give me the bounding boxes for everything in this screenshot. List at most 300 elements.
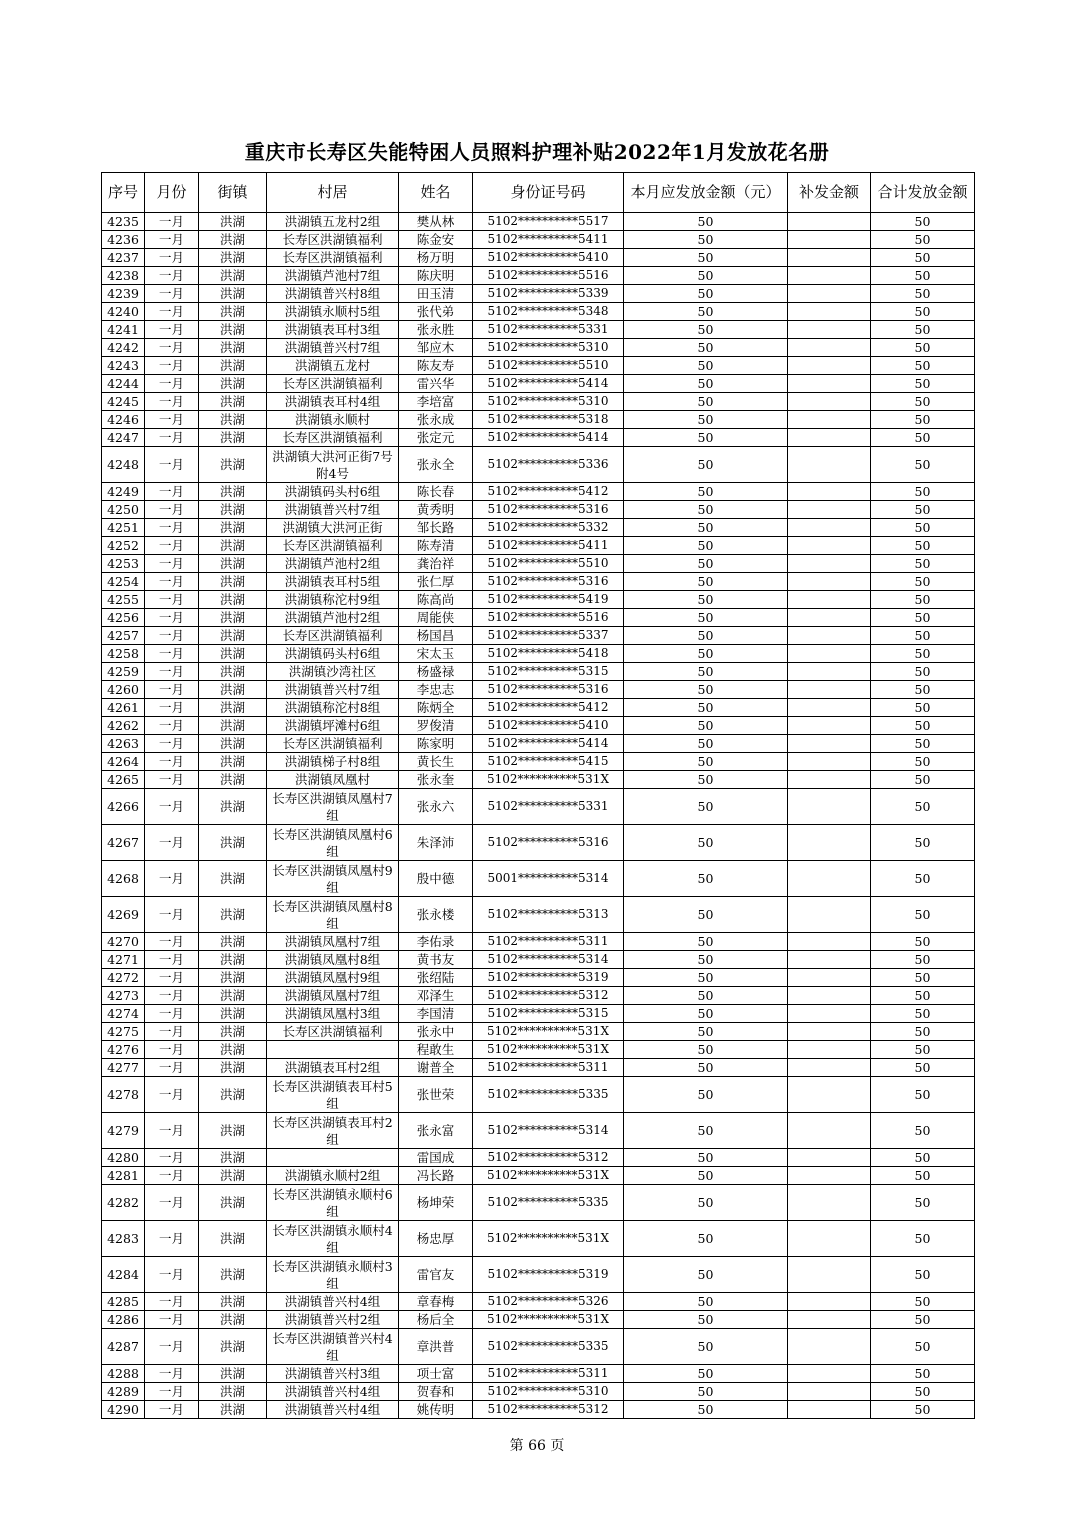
cell-month: 一月 [145, 339, 199, 357]
cell-village: 洪湖镇表耳村2组 [267, 1059, 399, 1077]
header-total: 合计发放金额 [871, 173, 975, 213]
cell-village: 洪湖镇凤凰村7组 [267, 933, 399, 951]
cell-supp [788, 1185, 871, 1221]
cell-month: 一月 [145, 1311, 199, 1329]
cell-id: 5102**********5410 [473, 249, 624, 267]
cell-id: 5102**********5312 [473, 1401, 624, 1419]
cell-seq: 4243 [102, 357, 145, 375]
cell-supp [788, 951, 871, 969]
cell-supp [788, 681, 871, 699]
cell-town: 洪湖 [199, 1041, 267, 1059]
cell-total: 50 [871, 501, 975, 519]
cell-town: 洪湖 [199, 375, 267, 393]
cell-town: 洪湖 [199, 519, 267, 537]
cell-due: 50 [624, 753, 788, 771]
cell-due: 50 [624, 1383, 788, 1401]
cell-seq: 4270 [102, 933, 145, 951]
cell-village: 洪湖镇普兴村4组 [267, 1383, 399, 1401]
cell-village: 洪湖镇大洪河正街 [267, 519, 399, 537]
cell-village: 洪湖镇凤凰村8组 [267, 951, 399, 969]
cell-supp [788, 213, 871, 231]
cell-total: 50 [871, 987, 975, 1005]
table-row [102, 969, 975, 987]
cell-due: 50 [624, 1077, 788, 1113]
cell-village: 长寿区洪湖镇凤凰村9组 [267, 861, 399, 897]
cell-supp [788, 699, 871, 717]
table-row [102, 1401, 975, 1419]
cell-village: 洪湖镇五龙村2组 [267, 213, 399, 231]
cell-village: 洪湖镇普兴村2组 [267, 1311, 399, 1329]
cell-town: 洪湖 [199, 771, 267, 789]
cell-seq: 4248 [102, 447, 145, 483]
cell-name: 张世荣 [399, 1077, 473, 1113]
cell-name: 张永楼 [399, 897, 473, 933]
cell-total: 50 [871, 663, 975, 681]
header-id: 身份证号码 [473, 173, 624, 213]
cell-total: 50 [871, 861, 975, 897]
cell-due: 50 [624, 987, 788, 1005]
cell-due: 50 [624, 663, 788, 681]
cell-supp [788, 861, 871, 897]
cell-id: 5102**********5311 [473, 1059, 624, 1077]
cell-total: 50 [871, 1059, 975, 1077]
cell-total: 50 [871, 339, 975, 357]
cell-supp [788, 501, 871, 519]
table-row [102, 375, 975, 393]
cell-due: 50 [624, 483, 788, 501]
cell-total: 50 [871, 429, 975, 447]
cell-id: 5102**********5316 [473, 573, 624, 591]
cell-id: 5102**********5315 [473, 663, 624, 681]
cell-total: 50 [871, 249, 975, 267]
table-row [102, 1113, 975, 1149]
cell-town: 洪湖 [199, 483, 267, 501]
cell-supp [788, 267, 871, 285]
cell-name: 张仁厚 [399, 573, 473, 591]
cell-total: 50 [871, 213, 975, 231]
table-row [102, 285, 975, 303]
cell-month: 一月 [145, 1293, 199, 1311]
cell-id: 5102**********5335 [473, 1077, 624, 1113]
cell-name: 张永奎 [399, 771, 473, 789]
cell-month: 一月 [145, 411, 199, 429]
cell-seq: 4288 [102, 1365, 145, 1383]
cell-month: 一月 [145, 951, 199, 969]
cell-due: 50 [624, 267, 788, 285]
cell-village: 洪湖镇永顺村5组 [267, 303, 399, 321]
cell-name: 冯长路 [399, 1167, 473, 1185]
table-row [102, 1311, 975, 1329]
cell-town: 洪湖 [199, 681, 267, 699]
cell-town: 洪湖 [199, 537, 267, 555]
cell-town: 洪湖 [199, 627, 267, 645]
cell-supp [788, 429, 871, 447]
cell-month: 一月 [145, 681, 199, 699]
cell-name: 李佑录 [399, 933, 473, 951]
table-row [102, 897, 975, 933]
cell-month: 一月 [145, 447, 199, 483]
cell-month: 一月 [145, 609, 199, 627]
cell-village: 长寿区洪湖镇福利 [267, 429, 399, 447]
cell-town: 洪湖 [199, 1293, 267, 1311]
cell-id: 5102**********5311 [473, 1365, 624, 1383]
cell-month: 一月 [145, 483, 199, 501]
cell-due: 50 [624, 825, 788, 861]
cell-due: 50 [624, 537, 788, 555]
cell-seq: 4262 [102, 717, 145, 735]
cell-total: 50 [871, 969, 975, 987]
cell-id: 5102**********5331 [473, 789, 624, 825]
cell-due: 50 [624, 429, 788, 447]
cell-village: 长寿区洪湖镇福利 [267, 1023, 399, 1041]
cell-town: 洪湖 [199, 1365, 267, 1383]
cell-seq: 4260 [102, 681, 145, 699]
cell-town: 洪湖 [199, 645, 267, 663]
cell-total: 50 [871, 933, 975, 951]
cell-name: 陈长春 [399, 483, 473, 501]
cell-seq: 4253 [102, 555, 145, 573]
cell-village: 洪湖镇大洪河正街7号附4号 [267, 447, 399, 483]
cell-village: 洪湖镇普兴村7组 [267, 681, 399, 699]
cell-id: 5102**********5310 [473, 339, 624, 357]
cell-supp [788, 1365, 871, 1383]
cell-seq: 4285 [102, 1293, 145, 1311]
cell-town: 洪湖 [199, 1383, 267, 1401]
cell-due: 50 [624, 1005, 788, 1023]
cell-id: 5102**********5335 [473, 1329, 624, 1365]
cell-due: 50 [624, 591, 788, 609]
cell-village: 洪湖镇普兴村8组 [267, 285, 399, 303]
cell-supp [788, 1401, 871, 1419]
cell-month: 一月 [145, 1005, 199, 1023]
cell-supp [788, 447, 871, 483]
cell-supp [788, 825, 871, 861]
cell-village: 长寿区洪湖镇福利 [267, 537, 399, 555]
table-row [102, 357, 975, 375]
cell-total: 50 [871, 1365, 975, 1383]
cell-total: 50 [871, 771, 975, 789]
cell-due: 50 [624, 645, 788, 663]
table-row [102, 429, 975, 447]
cell-village: 洪湖镇码头村6组 [267, 483, 399, 501]
cell-village: 长寿区洪湖镇福利 [267, 249, 399, 267]
cell-village: 长寿区洪湖镇永顺村6组 [267, 1185, 399, 1221]
cell-town: 洪湖 [199, 1167, 267, 1185]
cell-supp [788, 591, 871, 609]
table-row [102, 1005, 975, 1023]
table-row [102, 501, 975, 519]
cell-due: 50 [624, 321, 788, 339]
cell-town: 洪湖 [199, 231, 267, 249]
cell-month: 一月 [145, 1059, 199, 1077]
cell-month: 一月 [145, 987, 199, 1005]
cell-total: 50 [871, 375, 975, 393]
cell-name: 张永胜 [399, 321, 473, 339]
cell-village: 洪湖镇表耳村4组 [267, 393, 399, 411]
cell-seq: 4241 [102, 321, 145, 339]
cell-month: 一月 [145, 1167, 199, 1185]
cell-town: 洪湖 [199, 1113, 267, 1149]
cell-id: 5102**********5414 [473, 429, 624, 447]
cell-month: 一月 [145, 591, 199, 609]
table-row [102, 627, 975, 645]
cell-town: 洪湖 [199, 591, 267, 609]
cell-name: 樊从林 [399, 213, 473, 231]
cell-village: 洪湖镇普兴村4组 [267, 1401, 399, 1419]
cell-month: 一月 [145, 501, 199, 519]
cell-due: 50 [624, 1257, 788, 1293]
table-row [102, 447, 975, 483]
cell-name: 章春梅 [399, 1293, 473, 1311]
cell-due: 50 [624, 375, 788, 393]
cell-id: 5102**********5332 [473, 519, 624, 537]
table-row [102, 951, 975, 969]
cell-total: 50 [871, 1329, 975, 1365]
cell-supp [788, 771, 871, 789]
cell-name: 谢普全 [399, 1059, 473, 1077]
cell-due: 50 [624, 357, 788, 375]
cell-name: 贺春和 [399, 1383, 473, 1401]
cell-due: 50 [624, 1023, 788, 1041]
cell-id: 5102**********531X [473, 1221, 624, 1257]
table-row [102, 735, 975, 753]
cell-supp [788, 231, 871, 249]
cell-village: 长寿区洪湖镇永顺村3组 [267, 1257, 399, 1293]
cell-id: 5102**********5326 [473, 1293, 624, 1311]
cell-town: 洪湖 [199, 951, 267, 969]
cell-total: 50 [871, 393, 975, 411]
cell-due: 50 [624, 699, 788, 717]
cell-supp [788, 969, 871, 987]
cell-town: 洪湖 [199, 249, 267, 267]
cell-id: 5102**********5412 [473, 699, 624, 717]
cell-id: 5102**********5510 [473, 357, 624, 375]
cell-seq: 4264 [102, 753, 145, 771]
cell-due: 50 [624, 393, 788, 411]
cell-due: 50 [624, 717, 788, 735]
table-row [102, 591, 975, 609]
cell-month: 一月 [145, 1329, 199, 1365]
cell-town: 洪湖 [199, 501, 267, 519]
cell-name: 雷官友 [399, 1257, 473, 1293]
cell-town: 洪湖 [199, 699, 267, 717]
cell-month: 一月 [145, 321, 199, 339]
cell-due: 50 [624, 681, 788, 699]
cell-seq: 4245 [102, 393, 145, 411]
table-row [102, 789, 975, 825]
cell-month: 一月 [145, 1221, 199, 1257]
cell-village: 洪湖镇芦池村2组 [267, 609, 399, 627]
cell-due: 50 [624, 1293, 788, 1311]
cell-name: 张永六 [399, 789, 473, 825]
cell-due: 50 [624, 1059, 788, 1077]
cell-name: 李培富 [399, 393, 473, 411]
cell-seq: 4266 [102, 789, 145, 825]
cell-name: 周能侠 [399, 609, 473, 627]
cell-total: 50 [871, 609, 975, 627]
cell-town: 洪湖 [199, 933, 267, 951]
cell-town: 洪湖 [199, 213, 267, 231]
cell-seq: 4263 [102, 735, 145, 753]
cell-name: 龚治祥 [399, 555, 473, 573]
cell-seq: 4246 [102, 411, 145, 429]
cell-village: 长寿区洪湖镇表耳村2组 [267, 1113, 399, 1149]
cell-town: 洪湖 [199, 1185, 267, 1221]
cell-due: 50 [624, 1113, 788, 1149]
cell-total: 50 [871, 1023, 975, 1041]
cell-town: 洪湖 [199, 987, 267, 1005]
cell-supp [788, 897, 871, 933]
cell-total: 50 [871, 1041, 975, 1059]
cell-seq: 4269 [102, 897, 145, 933]
cell-id: 5102**********5314 [473, 951, 624, 969]
cell-village: 洪湖镇表耳村3组 [267, 321, 399, 339]
cell-due: 50 [624, 501, 788, 519]
cell-supp [788, 1167, 871, 1185]
cell-name: 陈炳全 [399, 699, 473, 717]
cell-seq: 4281 [102, 1167, 145, 1185]
cell-seq: 4244 [102, 375, 145, 393]
table-row [102, 249, 975, 267]
cell-total: 50 [871, 951, 975, 969]
table-row [102, 555, 975, 573]
cell-month: 一月 [145, 1023, 199, 1041]
cell-seq: 4255 [102, 591, 145, 609]
cell-id: 5102**********5411 [473, 537, 624, 555]
header-month: 月份 [145, 173, 199, 213]
cell-town: 洪湖 [199, 897, 267, 933]
cell-village: 长寿区洪湖镇福利 [267, 627, 399, 645]
cell-id: 5102**********5313 [473, 897, 624, 933]
cell-name: 陈寿清 [399, 537, 473, 555]
cell-supp [788, 321, 871, 339]
cell-month: 一月 [145, 357, 199, 375]
cell-total: 50 [871, 645, 975, 663]
cell-name: 项士富 [399, 1365, 473, 1383]
cell-seq: 4275 [102, 1023, 145, 1041]
cell-supp [788, 1311, 871, 1329]
cell-month: 一月 [145, 699, 199, 717]
cell-id: 5102**********5412 [473, 483, 624, 501]
cell-month: 一月 [145, 1077, 199, 1113]
cell-id: 5102**********5410 [473, 717, 624, 735]
cell-village: 长寿区洪湖镇普兴村4组 [267, 1329, 399, 1365]
cell-village [267, 1041, 399, 1059]
cell-total: 50 [871, 735, 975, 753]
cell-seq: 4257 [102, 627, 145, 645]
cell-total: 50 [871, 1383, 975, 1401]
table-row [102, 393, 975, 411]
cell-supp [788, 1257, 871, 1293]
cell-village: 长寿区洪湖镇凤凰村8组 [267, 897, 399, 933]
cell-total: 50 [871, 717, 975, 735]
cell-name: 张永富 [399, 1113, 473, 1149]
cell-id: 5102**********531X [473, 1311, 624, 1329]
cell-town: 洪湖 [199, 969, 267, 987]
cell-town: 洪湖 [199, 447, 267, 483]
cell-due: 50 [624, 1149, 788, 1167]
cell-total: 50 [871, 267, 975, 285]
cell-town: 洪湖 [199, 825, 267, 861]
table-row [102, 519, 975, 537]
cell-total: 50 [871, 357, 975, 375]
cell-id: 5102**********531X [473, 1023, 624, 1041]
cell-village: 洪湖镇芦池村2组 [267, 555, 399, 573]
cell-name: 邹长路 [399, 519, 473, 537]
cell-month: 一月 [145, 267, 199, 285]
cell-due: 50 [624, 285, 788, 303]
cell-seq: 4282 [102, 1185, 145, 1221]
table-row [102, 231, 975, 249]
table-row [102, 1077, 975, 1113]
cell-village: 洪湖镇永顺村 [267, 411, 399, 429]
cell-name: 邓泽生 [399, 987, 473, 1005]
cell-name: 邹应木 [399, 339, 473, 357]
cell-village: 长寿区洪湖镇凤凰村6组 [267, 825, 399, 861]
roster-table [101, 172, 975, 1419]
cell-name: 程敢生 [399, 1041, 473, 1059]
cell-town: 洪湖 [199, 321, 267, 339]
cell-total: 50 [871, 1401, 975, 1419]
table-row [102, 1167, 975, 1185]
cell-month: 一月 [145, 1257, 199, 1293]
cell-id: 5102**********531X [473, 1167, 624, 1185]
cell-due: 50 [624, 1221, 788, 1257]
cell-month: 一月 [145, 1041, 199, 1059]
cell-town: 洪湖 [199, 303, 267, 321]
cell-town: 洪湖 [199, 735, 267, 753]
cell-total: 50 [871, 1257, 975, 1293]
table-row [102, 681, 975, 699]
cell-seq: 4240 [102, 303, 145, 321]
cell-month: 一月 [145, 1401, 199, 1419]
cell-seq: 4249 [102, 483, 145, 501]
table-row [102, 645, 975, 663]
cell-seq: 4276 [102, 1041, 145, 1059]
cell-town: 洪湖 [199, 1221, 267, 1257]
cell-seq: 4283 [102, 1221, 145, 1257]
cell-town: 洪湖 [199, 717, 267, 735]
table-row [102, 339, 975, 357]
cell-month: 一月 [145, 537, 199, 555]
cell-name: 雷国成 [399, 1149, 473, 1167]
cell-month: 一月 [145, 1365, 199, 1383]
cell-due: 50 [624, 303, 788, 321]
cell-town: 洪湖 [199, 339, 267, 357]
table-row [102, 267, 975, 285]
cell-total: 50 [871, 1113, 975, 1149]
cell-due: 50 [624, 1167, 788, 1185]
cell-name: 黄秀明 [399, 501, 473, 519]
cell-month: 一月 [145, 645, 199, 663]
cell-id: 5102**********5318 [473, 411, 624, 429]
cell-month: 一月 [145, 573, 199, 591]
cell-total: 50 [871, 285, 975, 303]
cell-supp [788, 1023, 871, 1041]
cell-town: 洪湖 [199, 573, 267, 591]
cell-seq: 4250 [102, 501, 145, 519]
cell-month: 一月 [145, 735, 199, 753]
cell-supp [788, 1383, 871, 1401]
cell-village: 长寿区洪湖镇福利 [267, 735, 399, 753]
cell-due: 50 [624, 1401, 788, 1419]
cell-town: 洪湖 [199, 1023, 267, 1041]
cell-id: 5102**********5315 [473, 1005, 624, 1023]
cell-due: 50 [624, 897, 788, 933]
cell-supp [788, 393, 871, 411]
cell-town: 洪湖 [199, 1005, 267, 1023]
cell-town: 洪湖 [199, 753, 267, 771]
